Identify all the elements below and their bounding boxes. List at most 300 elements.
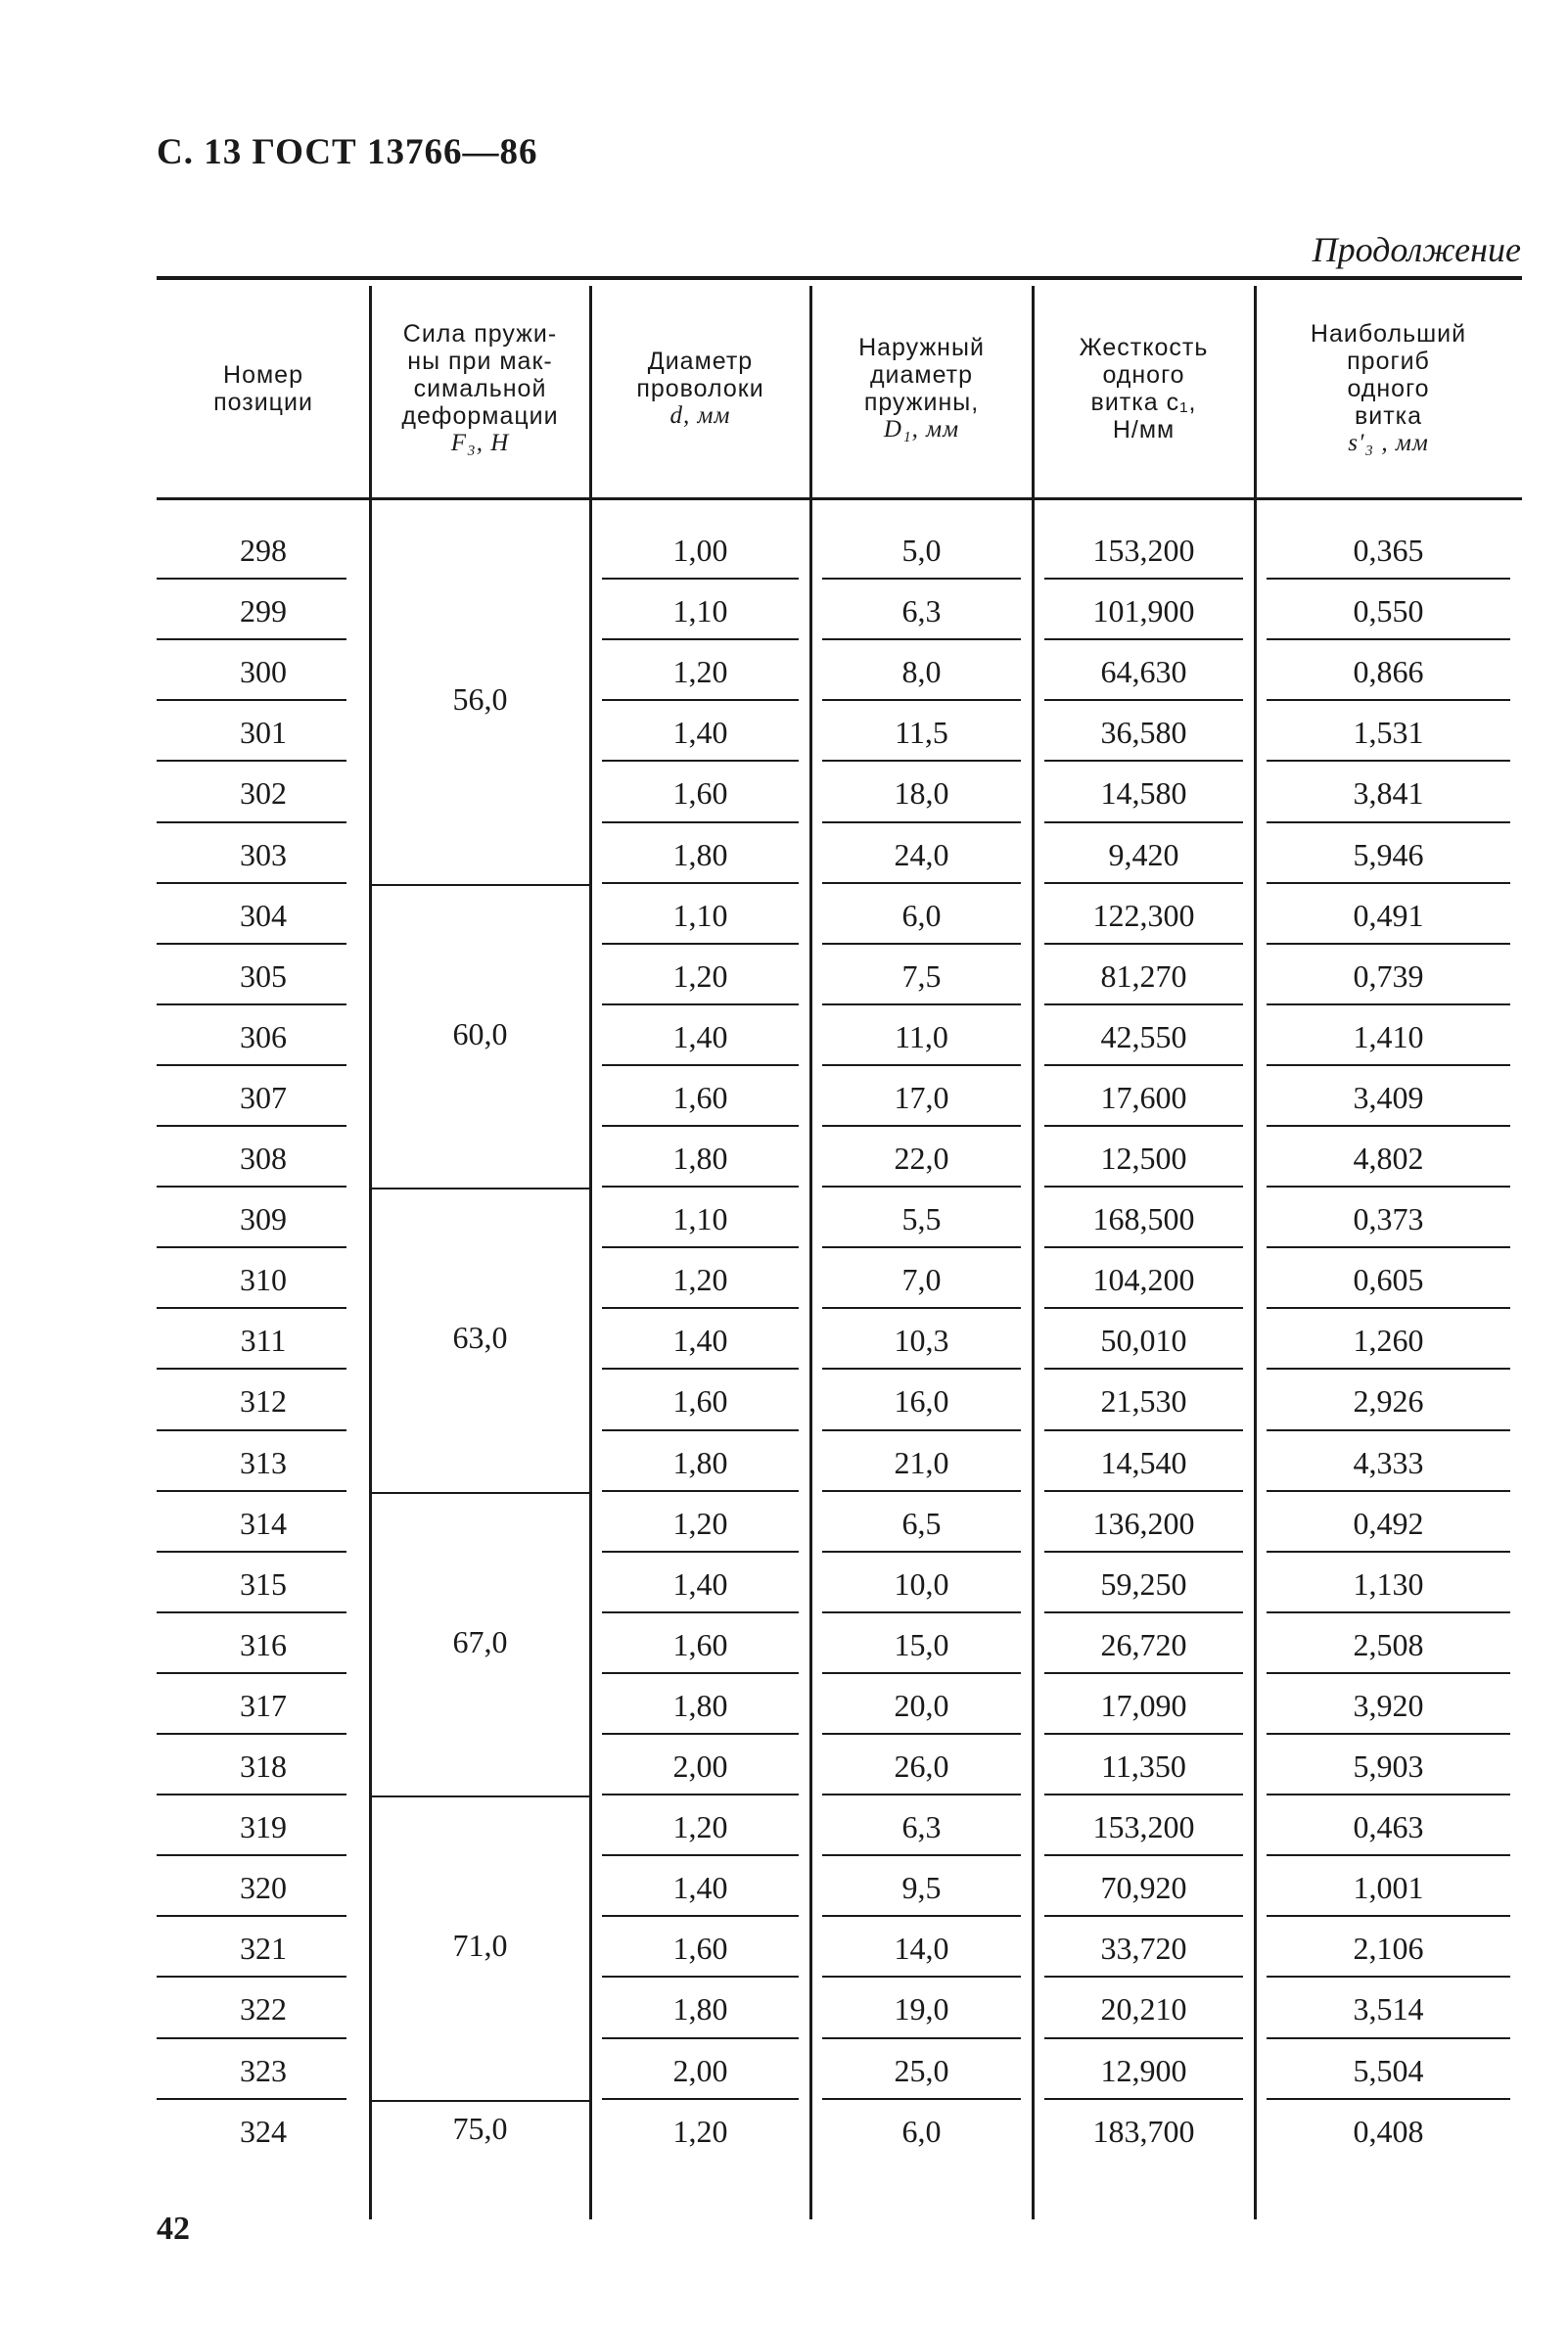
spring-data-table <box>157 276 1522 2219</box>
row-rule <box>1044 760 1243 762</box>
table-cell: 310 <box>240 1262 287 1298</box>
table-cell: 1,001 <box>1353 1870 1424 1906</box>
table-cell: 2,00 <box>672 2052 728 2088</box>
row-rule <box>157 1429 346 1431</box>
column-header <box>1259 290 1518 488</box>
table-cell: 2,926 <box>1353 1383 1424 1420</box>
table-cell: 14,580 <box>1100 775 1187 812</box>
row-rule <box>1267 638 1510 640</box>
table-cell: 136,200 <box>1092 1505 1195 1541</box>
table-cell: 305 <box>240 957 287 994</box>
force-group-value: 67,0 <box>452 1623 508 1659</box>
table-cell: 4,333 <box>1353 1444 1424 1480</box>
row-rule <box>602 1307 799 1309</box>
table-cell: 309 <box>240 1201 287 1237</box>
table-cell: 0,373 <box>1353 1201 1424 1237</box>
force-group-divider <box>370 2100 590 2102</box>
row-rule <box>602 943 799 945</box>
table-cell: 64,630 <box>1100 654 1187 690</box>
table-cell: 1,80 <box>672 836 728 872</box>
row-rule <box>157 760 346 762</box>
table-cell: 1,10 <box>672 897 728 933</box>
page-header: С. 13 ГОСТ 13766—86 <box>157 132 538 172</box>
table-cell: 1,10 <box>672 1201 728 1237</box>
row-rule <box>1044 1672 1243 1674</box>
column-header-line: F₃, Н <box>450 430 510 456</box>
row-rule <box>822 1854 1021 1856</box>
table-cell: 0,866 <box>1353 654 1424 690</box>
row-rule <box>157 821 346 823</box>
table-cell: 0,491 <box>1353 897 1424 933</box>
table-cell: 183,700 <box>1092 2113 1195 2149</box>
table-cell: 5,504 <box>1353 2052 1424 2088</box>
row-rule <box>157 2098 346 2100</box>
row-rule <box>1044 1307 1243 1309</box>
row-rule <box>1267 943 1510 945</box>
table-cell: 1,20 <box>672 654 728 690</box>
row-rule <box>1044 882 1243 884</box>
table-cell: 0,463 <box>1353 1809 1424 1845</box>
column-header-line: Наружный <box>858 334 985 361</box>
table-cell: 1,20 <box>672 1262 728 1298</box>
table-cell: 0,365 <box>1353 533 1424 568</box>
row-rule <box>157 1307 346 1309</box>
row-rule <box>1267 1854 1510 1856</box>
row-rule <box>602 1125 799 1127</box>
force-group-value: 75,0 <box>452 2110 508 2146</box>
row-rule <box>602 638 799 640</box>
table-cell: 299 <box>240 593 287 629</box>
column-header <box>161 290 366 488</box>
table-cell: 14,540 <box>1100 1444 1187 1480</box>
row-rule <box>1044 1854 1243 1856</box>
row-rule <box>1267 1246 1510 1248</box>
table-cell: 12,500 <box>1100 1141 1187 1176</box>
table-cell: 318 <box>240 1748 287 1784</box>
row-rule <box>822 1794 1021 1795</box>
column-header-line: D₁, мм <box>883 416 960 443</box>
table-cell: 6,0 <box>901 897 942 933</box>
table-cell: 1,531 <box>1353 715 1424 751</box>
row-rule <box>1044 943 1243 945</box>
table-cell: 24,0 <box>894 836 949 872</box>
row-rule <box>822 1003 1021 1005</box>
table-cell: 18,0 <box>894 775 949 812</box>
row-rule <box>1267 1064 1510 1066</box>
row-rule <box>822 2037 1021 2039</box>
table-cell: 1,40 <box>672 1565 728 1602</box>
force-group-value: 60,0 <box>452 1015 508 1051</box>
row-rule <box>822 1186 1021 1188</box>
force-group-divider <box>370 1188 590 1189</box>
row-rule <box>1267 1733 1510 1735</box>
table-cell: 0,739 <box>1353 957 1424 994</box>
table-cell: 320 <box>240 1870 287 1906</box>
table-cell: 1,80 <box>672 1687 728 1723</box>
row-rule <box>1044 1611 1243 1613</box>
row-rule <box>1044 2037 1243 2039</box>
table-cell: 0,550 <box>1353 593 1424 629</box>
table-cell: 1,20 <box>672 957 728 994</box>
table-cell: 317 <box>240 1687 287 1723</box>
table-cell: 168,500 <box>1092 1201 1195 1237</box>
table-cell: 11,0 <box>895 1018 948 1054</box>
table-cell: 26,0 <box>894 1748 949 1784</box>
table-cell: 17,0 <box>894 1079 949 1115</box>
table-cell: 1,20 <box>672 2113 728 2149</box>
row-rule <box>1267 1003 1510 1005</box>
row-rule <box>1267 1976 1510 1978</box>
table-cell: 321 <box>240 1931 287 1967</box>
force-group-value: 56,0 <box>452 681 508 718</box>
row-rule <box>1044 578 1243 580</box>
table-cell: 11,350 <box>1101 1748 1186 1784</box>
table-cell: 303 <box>240 836 287 872</box>
row-rule <box>822 1429 1021 1431</box>
row-rule <box>157 699 346 701</box>
row-rule <box>602 882 799 884</box>
row-rule <box>602 1733 799 1735</box>
header-bottom-rule <box>157 497 1522 500</box>
row-rule <box>602 1915 799 1917</box>
table-cell: 1,60 <box>672 1383 728 1420</box>
row-rule <box>1267 760 1510 762</box>
row-rule <box>1044 1976 1243 1978</box>
table-cell: 33,720 <box>1100 1931 1187 1967</box>
column-header <box>1037 290 1251 488</box>
row-rule <box>157 943 346 945</box>
row-rule <box>602 1672 799 1674</box>
row-rule <box>822 1733 1021 1735</box>
table-cell: 20,210 <box>1100 1991 1187 2028</box>
table-cell: 0,605 <box>1353 1262 1424 1298</box>
table-cell: 21,0 <box>894 1444 949 1480</box>
column-divider <box>1032 286 1035 2219</box>
table-cell: 5,903 <box>1353 1748 1424 1784</box>
table-cell: 25,0 <box>894 2052 949 2088</box>
row-rule <box>1044 1490 1243 1492</box>
force-group-divider <box>370 884 590 886</box>
table-cell: 298 <box>240 533 287 568</box>
row-rule <box>1267 1368 1510 1370</box>
row-rule <box>1267 1429 1510 1431</box>
column-header-line: проволоки <box>636 375 764 402</box>
row-rule <box>157 2037 346 2039</box>
table-cell: 59,250 <box>1100 1565 1187 1602</box>
row-rule <box>1044 1733 1243 1735</box>
table-cell: 0,408 <box>1353 2113 1424 2149</box>
table-cell: 19,0 <box>894 1991 949 2028</box>
row-rule <box>822 1551 1021 1553</box>
table-cell: 311 <box>240 1323 287 1359</box>
table-cell: 313 <box>240 1444 287 1480</box>
column-header-line: симальной <box>413 375 547 402</box>
column-header-line: витка <box>1354 402 1423 430</box>
page-number: 42 <box>157 2211 190 2247</box>
column-header-line: Диаметр <box>647 348 754 375</box>
column-header-line: прогиб <box>1347 348 1430 375</box>
table-cell: 302 <box>240 775 287 812</box>
row-rule <box>1267 1490 1510 1492</box>
row-rule <box>157 1611 346 1613</box>
column-header-line: диаметр <box>869 361 974 389</box>
row-rule <box>822 2098 1021 2100</box>
row-rule <box>157 578 346 580</box>
column-header-line: витка c₁, <box>1090 389 1197 416</box>
row-rule <box>1267 699 1510 701</box>
column-header-line: Номер <box>223 361 303 389</box>
table-cell: 8,0 <box>901 654 942 690</box>
row-rule <box>1044 821 1243 823</box>
column-header-line: ны при мак- <box>407 348 553 375</box>
table-cell: 1,40 <box>672 1323 728 1359</box>
table-cell: 1,40 <box>672 1870 728 1906</box>
table-cell: 42,550 <box>1100 1018 1187 1054</box>
table-cell: 1,60 <box>672 1079 728 1115</box>
row-rule <box>1044 638 1243 640</box>
row-rule <box>1267 882 1510 884</box>
table-cell: 314 <box>240 1505 287 1541</box>
column-header <box>374 290 586 488</box>
row-rule <box>1044 1246 1243 1248</box>
row-rule <box>602 1246 799 1248</box>
row-rule <box>822 638 1021 640</box>
row-rule <box>1267 1125 1510 1127</box>
table-cell: 6,3 <box>901 1809 942 1845</box>
column-header-line: d, мм <box>669 402 731 429</box>
column-header-line: s′₃ , мм <box>1348 430 1429 456</box>
table-cell: 4,802 <box>1353 1141 1424 1176</box>
table-cell: 3,514 <box>1353 1991 1424 2028</box>
table-cell: 101,900 <box>1092 593 1195 629</box>
force-group-divider <box>370 1492 590 1494</box>
row-rule <box>602 1794 799 1795</box>
row-rule <box>822 1368 1021 1370</box>
row-rule <box>157 1490 346 1492</box>
table-cell: 319 <box>240 1809 287 1845</box>
table-cell: 153,200 <box>1092 1809 1195 1845</box>
table-cell: 3,409 <box>1353 1079 1424 1115</box>
row-rule <box>1044 1794 1243 1795</box>
column-header-line: одного <box>1102 361 1185 389</box>
row-rule <box>157 1186 346 1188</box>
table-cell: 2,106 <box>1353 1931 1424 1967</box>
column-header-line: деформации <box>401 402 559 430</box>
row-rule <box>822 699 1021 701</box>
table-cell: 17,090 <box>1100 1687 1187 1723</box>
row-rule <box>822 1611 1021 1613</box>
row-rule <box>602 1186 799 1188</box>
row-rule <box>602 699 799 701</box>
table-cell: 308 <box>240 1141 287 1176</box>
row-rule <box>1044 699 1243 701</box>
table-cell: 153,200 <box>1092 533 1195 568</box>
column-header-line: пружины, <box>863 389 980 416</box>
row-rule <box>157 1064 346 1066</box>
table-cell: 324 <box>240 2113 287 2149</box>
row-rule <box>602 1854 799 1856</box>
table-cell: 6,0 <box>901 2113 942 2149</box>
table-cell: 16,0 <box>894 1383 949 1420</box>
table-cell: 1,260 <box>1353 1323 1424 1359</box>
row-rule <box>157 1672 346 1674</box>
table-cell: 306 <box>240 1018 287 1054</box>
row-rule <box>602 1368 799 1370</box>
row-rule <box>1044 1429 1243 1431</box>
table-cell: 1,130 <box>1353 1565 1424 1602</box>
table-cell: 22,0 <box>894 1141 949 1176</box>
row-rule <box>602 1976 799 1978</box>
table-cell: 6,3 <box>901 593 942 629</box>
table-cell: 6,5 <box>901 1505 942 1541</box>
table-cell: 1,60 <box>672 1626 728 1662</box>
table-cell: 5,0 <box>901 533 942 568</box>
row-rule <box>157 1246 346 1248</box>
row-rule <box>602 760 799 762</box>
table-cell: 1,410 <box>1353 1018 1424 1054</box>
column-header-line: позиции <box>213 389 313 416</box>
row-rule <box>1044 2098 1243 2100</box>
row-rule <box>602 1003 799 1005</box>
row-rule <box>1267 1794 1510 1795</box>
row-rule <box>602 578 799 580</box>
table-cell: 1,20 <box>672 1809 728 1845</box>
row-rule <box>157 1551 346 1553</box>
table-cell: 104,200 <box>1092 1262 1195 1298</box>
row-rule <box>1044 1003 1243 1005</box>
row-rule <box>602 1429 799 1431</box>
table-cell: 1,40 <box>672 1018 728 1054</box>
row-rule <box>822 821 1021 823</box>
row-rule <box>157 1794 346 1795</box>
row-rule <box>157 1976 346 1978</box>
row-rule <box>822 578 1021 580</box>
row-rule <box>602 2098 799 2100</box>
table-cell: 11,5 <box>895 715 948 751</box>
table-cell: 1,80 <box>672 1141 728 1176</box>
table-cell: 15,0 <box>894 1626 949 1662</box>
row-rule <box>822 1490 1021 1492</box>
column-header-line: Жесткость <box>1079 334 1209 361</box>
table-cell: 1,00 <box>672 533 728 568</box>
table-cell: 1,20 <box>672 1505 728 1541</box>
force-group-value: 63,0 <box>452 1320 508 1356</box>
table-cell: 315 <box>240 1565 287 1602</box>
table-cell: 10,0 <box>894 1565 949 1602</box>
row-rule <box>1267 821 1510 823</box>
table-cell: 9,420 <box>1108 836 1179 872</box>
table-cell: 50,010 <box>1100 1323 1187 1359</box>
table-cell: 5,946 <box>1353 836 1424 872</box>
row-rule <box>157 1003 346 1005</box>
row-rule <box>822 1246 1021 1248</box>
column-divider <box>809 286 812 2219</box>
table-cell: 12,900 <box>1100 2052 1187 2088</box>
table-cell: 1,40 <box>672 715 728 751</box>
row-rule <box>602 2037 799 2039</box>
row-rule <box>1267 2037 1510 2039</box>
column-header <box>594 290 807 488</box>
row-rule <box>1044 1551 1243 1553</box>
row-rule <box>822 1307 1021 1309</box>
row-rule <box>1267 1551 1510 1553</box>
table-cell: 20,0 <box>894 1687 949 1723</box>
row-rule <box>1267 1307 1510 1309</box>
table-cell: 316 <box>240 1626 287 1662</box>
row-rule <box>822 943 1021 945</box>
table-cell: 3,841 <box>1353 775 1424 812</box>
row-rule <box>157 882 346 884</box>
table-cell: 26,720 <box>1100 1626 1187 1662</box>
row-rule <box>157 638 346 640</box>
column-header-line: Н/мм <box>1112 416 1176 443</box>
row-rule <box>1267 1672 1510 1674</box>
column-divider <box>1254 286 1257 2219</box>
row-rule <box>1044 1368 1243 1370</box>
column-header-line: Наибольший <box>1310 320 1467 348</box>
table-cell: 10,3 <box>894 1323 949 1359</box>
column-header-line: Сила пружи- <box>402 320 558 348</box>
table-cell: 323 <box>240 2052 287 2088</box>
table-cell: 14,0 <box>894 1931 949 1967</box>
row-rule <box>602 1064 799 1066</box>
row-rule <box>1267 578 1510 580</box>
table-cell: 7,5 <box>901 957 942 994</box>
row-rule <box>157 1915 346 1917</box>
row-rule <box>822 1064 1021 1066</box>
force-group-value: 71,0 <box>452 1928 508 1964</box>
table-cell: 1,10 <box>672 593 728 629</box>
table-top-rule <box>157 276 1522 280</box>
row-rule <box>822 1672 1021 1674</box>
row-rule <box>602 1551 799 1553</box>
table-cell: 122,300 <box>1092 897 1195 933</box>
row-rule <box>822 882 1021 884</box>
table-cell: 304 <box>240 897 287 933</box>
table-cell: 21,530 <box>1100 1383 1187 1420</box>
row-rule <box>822 760 1021 762</box>
table-cell: 1,80 <box>672 1444 728 1480</box>
table-cell: 70,920 <box>1100 1870 1187 1906</box>
table-cell: 81,270 <box>1100 957 1187 994</box>
row-rule <box>1267 2098 1510 2100</box>
table-cell: 36,580 <box>1100 715 1187 751</box>
row-rule <box>602 821 799 823</box>
table-cell: 3,920 <box>1353 1687 1424 1723</box>
table-cell: 5,5 <box>901 1201 942 1237</box>
table-cell: 2,508 <box>1353 1626 1424 1662</box>
table-cell: 1,80 <box>672 1991 728 2028</box>
row-rule <box>602 1490 799 1492</box>
row-rule <box>1044 1064 1243 1066</box>
row-rule <box>822 1125 1021 1127</box>
table-cell: 0,492 <box>1353 1505 1424 1541</box>
table-cell: 7,0 <box>901 1262 942 1298</box>
row-rule <box>157 1733 346 1735</box>
row-rule <box>1267 1915 1510 1917</box>
row-rule <box>1267 1611 1510 1613</box>
table-cell: 1,60 <box>672 775 728 812</box>
row-rule <box>1044 1915 1243 1917</box>
table-cell: 307 <box>240 1079 287 1115</box>
table-cell: 2,00 <box>672 1748 728 1784</box>
table-cell: 322 <box>240 1991 287 2028</box>
table-cell: 312 <box>240 1383 287 1420</box>
row-rule <box>157 1368 346 1370</box>
table-cell: 300 <box>240 654 287 690</box>
row-rule <box>1267 1186 1510 1188</box>
column-header <box>814 290 1029 488</box>
